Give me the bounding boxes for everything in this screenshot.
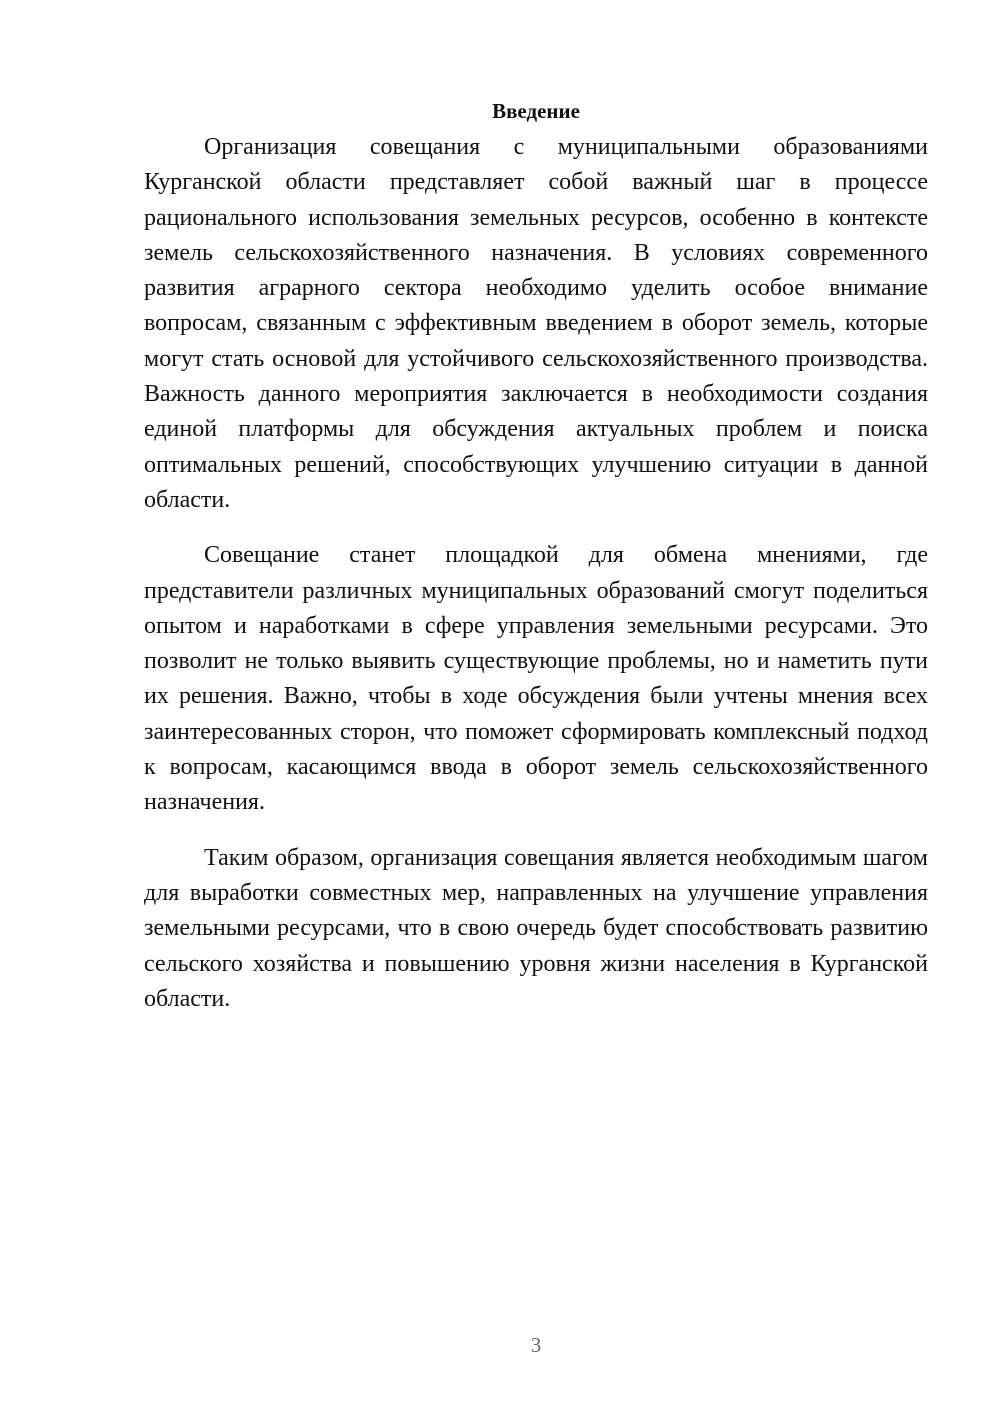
- document-body: [144, 96, 928, 1037]
- paragraph-2: Совещание станет площадкой для обмена мнениями, где представители различных муниципальных образований смогут поделиться опытом и наработками в сфере управления земельными ресурсами. Это позволит не только выявить существующие проблемы, но и наметить пути их решения. Важно, чтобы в ходе обсуждения были учтены мнения всех заинтересованных сторон, что поможет сформировать комплексный подход к вопросам, касающимся ввода в оборот земель сельскохозяйственного назначения.: [144, 542, 928, 816]
- paragraph-3: Таким образом, организация совещания является необходимым шагом для выработки совместных мер, направленных на улучшение управления земельными ресурсами, что в свою очередь будет способствовать развитию сельского хозяйства и повышению уровня жизни населения в Курганской области.: [144, 844, 928, 1012]
- section-title: Введение: [492, 99, 580, 123]
- page-number: 3: [530, 1333, 542, 1357]
- paragraph-1: Организация совещания с муниципальными образованиями Курганской области представляет собой важный шаг в процессе рационального использования земельных ресурсов, особенно в контексте земель сельскохозяйственного назначения. В условиях современного развития аграрного сектора необходимо уделить особое внимание вопросам, связанным с эффективным введением в оборот земель, которые могут стать основой для устойчивого сельскохозяйственного производства. Важность данного мероприятия заключается в необходимости создания единой платформы для обсуждения актуальных проблем и поиска оптимальных решений, способствующих улучшению ситуации в данной области.: [144, 134, 928, 513]
